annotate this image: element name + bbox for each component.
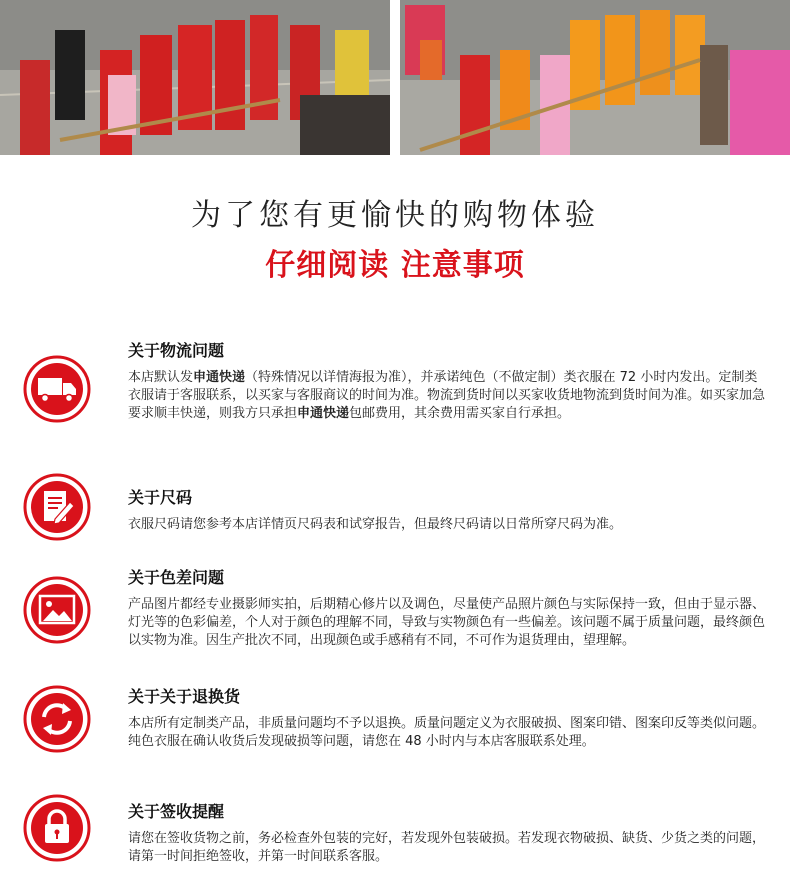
page-headline: 为了您有更愉快的购物体验	[191, 198, 599, 233]
notice-text: 本店默认发申通快递（特殊情况以详情海报为准），并承诺纯色（不做定制）类衣服在 72 小时内发出。定制类衣服请于客服联系，以买家与客服商议的时间为准。物流到货时间以买家收货地物流到货时间为准。如买家加急要求顺丰快递，则我方只承担申通快递包邮费用，其余费用需买家自行承担。	[128, 370, 766, 421]
notice-text: 请您在签收货物之前，务必检查外包装的完好，若发现外包装破损。若发现衣物破损、缺货、少货之类的问题，请第一时间拒绝签收，并第一时间联系客服。	[128, 831, 766, 864]
truck-icon	[22, 354, 92, 424]
notice-title: 关于色差问题	[128, 568, 225, 587]
top-photos	[0, 0, 790, 155]
notice-title: 关于关于退换货	[128, 687, 241, 706]
page-subheadline: 仔细阅读 注意事项	[265, 248, 525, 283]
notice-text: 本店所有定制类产品，非质量问题均不予以退换。质量问题定义为衣服破损、图案印错、图案印反等类似问题。纯色衣服在确认收货后发现破损等问题，请您在 48 小时内与本店客服联系处理。	[128, 716, 766, 749]
notice-title: 关于尺码	[128, 488, 193, 507]
picture-icon	[22, 575, 92, 645]
notice-text: 衣服尺码请您参考本店详情页尺码表和试穿报告，但最终尺码请以日常所穿尺码为准。	[128, 517, 623, 532]
tug-of-war-red-team-photo	[0, 0, 390, 155]
size-form-icon	[22, 472, 92, 542]
notice-title: 关于物流问题	[128, 341, 225, 360]
notice-text: 产品图片都经专业摄影师实拍，后期精心修片以及调色，尽量使产品照片颜色与实际保持一致，但由于显示器、灯光等的色彩偏差，个人对于颜色的理解不同，导致与实物颜色有一些偏差。该问题不属于质量问题，最终颜色以实物为准。因生产批次不同，出现颜色或手感稍有不同，不可作为退货理由，望理解。	[128, 597, 766, 648]
lock-icon	[22, 793, 92, 863]
notice-title: 关于签收提醒	[128, 802, 225, 821]
exchange-icon	[22, 684, 92, 754]
tug-of-war-orange-team-photo	[400, 0, 790, 155]
